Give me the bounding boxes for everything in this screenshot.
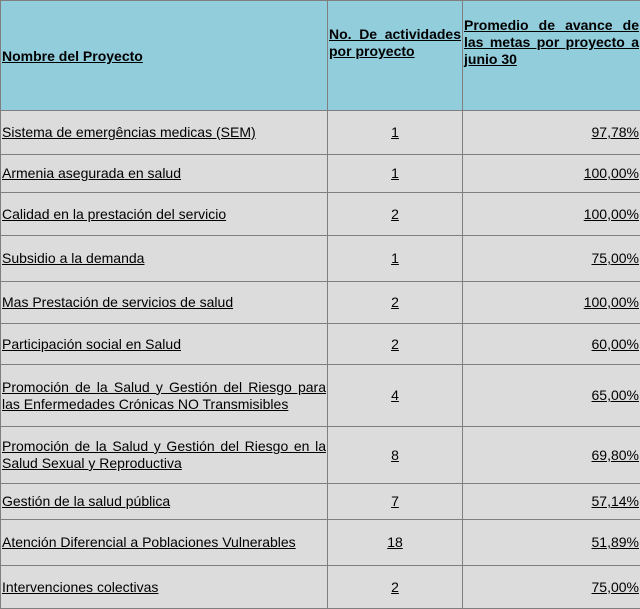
table-row (1, 566, 640, 609)
activity-count: 2 (328, 282, 463, 324)
activity-count: 18 (328, 520, 463, 566)
activity-count: 4 (328, 365, 463, 427)
header-activity-count: No. De actividades por proyecto (328, 1, 463, 111)
activity-count: 1 (328, 111, 463, 155)
project-name: Promoción de la Salud y Gestión del Riesgo en la Salud Sexual y Reproductiva (1, 427, 328, 484)
activity-count: 2 (328, 566, 463, 609)
progress-percent: 69,80% (463, 427, 640, 484)
project-name: Atención Diferencial a Poblaciones Vulnerables (1, 520, 328, 566)
progress-percent: 57,14% (463, 484, 640, 520)
project-name: Intervenciones colectivas (1, 566, 328, 609)
project-name: Participación social en Salud (1, 324, 328, 365)
table-row (1, 193, 640, 236)
progress-percent: 100,00% (463, 155, 640, 193)
project-name: Armenia asegurada en salud (1, 155, 328, 193)
progress-percent: 100,00% (463, 193, 640, 236)
table-row (1, 236, 640, 282)
header-project-name: Nombre del Proyecto (1, 1, 328, 111)
progress-percent: 60,00% (463, 324, 640, 365)
table-row (1, 282, 640, 324)
activity-count: 2 (328, 193, 463, 236)
activity-count: 1 (328, 155, 463, 193)
progress-percent: 75,00% (463, 566, 640, 609)
project-name: Promoción de la Salud y Gestión del Riesgo para las Enfermedades Crónicas NO Transmisibles (1, 365, 328, 427)
table-row (1, 365, 640, 427)
table-row (1, 427, 640, 484)
table-row (1, 155, 640, 193)
project-name: Gestión de la salud pública (1, 484, 328, 520)
table-header-row (1, 1, 640, 111)
header-average-progress: Promedio de avance de las metas por proyecto a junio 30 (463, 1, 640, 111)
activity-count: 1 (328, 236, 463, 282)
table-row (1, 484, 640, 520)
project-name: Sistema de emergências medicas (SEM) (1, 111, 328, 155)
progress-percent: 51,89% (463, 520, 640, 566)
activity-count: 8 (328, 427, 463, 484)
project-name: Mas Prestación de servicios de salud (1, 282, 328, 324)
progress-percent: 100,00% (463, 282, 640, 324)
project-name: Subsidio a la demanda (1, 236, 328, 282)
activity-count: 2 (328, 324, 463, 365)
table-row (1, 324, 640, 365)
activity-count: 7 (328, 484, 463, 520)
progress-percent: 97,78% (463, 111, 640, 155)
project-name: Calidad en la prestación del servicio (1, 193, 328, 236)
progress-percent: 65,00% (463, 365, 640, 427)
table-row (1, 111, 640, 155)
table-row (1, 520, 640, 566)
progress-percent: 75,00% (463, 236, 640, 282)
